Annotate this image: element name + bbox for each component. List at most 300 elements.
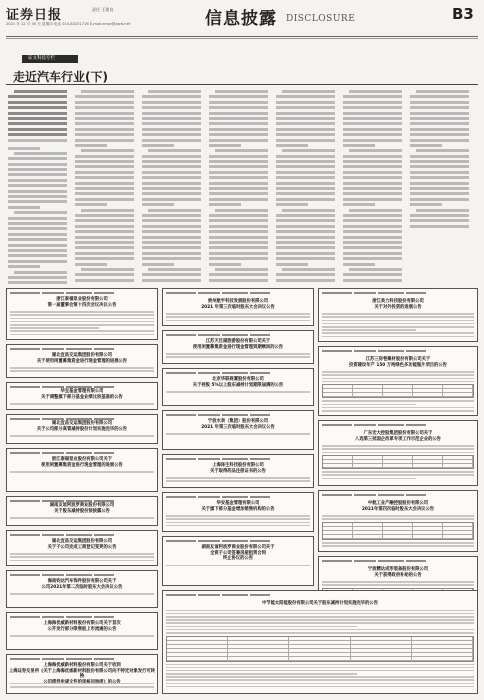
article-text-line (148, 149, 201, 152)
article-text-line (343, 139, 402, 142)
notice-code-line (322, 494, 474, 498)
notice-text-line (322, 320, 474, 322)
article-text-line (209, 252, 268, 255)
article-text-line (142, 171, 201, 174)
article-text-line (349, 149, 402, 152)
notice-body (166, 353, 310, 360)
article-text-line (8, 281, 67, 284)
article-text-line (8, 157, 67, 160)
article-text-line (75, 230, 134, 233)
notice-code-line (10, 616, 154, 620)
article-text-line (343, 112, 402, 115)
article-text-line (8, 195, 67, 198)
article-text-line (75, 246, 134, 249)
article-text-line (148, 90, 201, 93)
article-text-line (8, 265, 40, 268)
article-text-line (349, 90, 402, 93)
article-text-line (410, 139, 469, 142)
article-text-line (410, 198, 469, 201)
article-text-line (75, 214, 134, 217)
article-text-line (142, 198, 201, 201)
article-text-line (75, 203, 107, 206)
notice-body (10, 403, 154, 406)
notice-code-line (322, 424, 474, 428)
notice-title: 湖南友谊阿波罗商业股份有限公司关于 全资子公司签署房屋租赁合同 终止协议的公告 (201, 545, 275, 562)
article-text-line (142, 252, 201, 255)
notice-title: 中航工业产融控股股份有限公司 2021年第四次临时股东大会决议公告 (361, 501, 435, 512)
notice-text-line (322, 332, 474, 334)
article-text-line (276, 95, 335, 98)
notice-area (6, 288, 478, 694)
notice-title: 宁波水表（集团）股份有限公司 2021 年第三次临时股东大会决议公告 (201, 419, 275, 430)
article-text-line (276, 122, 335, 125)
article-text-line (209, 263, 241, 266)
notice-text-line (166, 353, 310, 355)
article-text-line (8, 112, 67, 115)
article-text-line (410, 155, 469, 158)
notice-body (322, 313, 474, 338)
article-text-line (142, 101, 201, 104)
article-text-line (8, 163, 67, 166)
article-text-line (410, 95, 469, 98)
masthead (0, 0, 484, 40)
article-text-line (75, 101, 134, 104)
article-text-line (343, 225, 402, 228)
article-text-line (142, 176, 201, 179)
article-text-line (343, 122, 402, 125)
article-text-line (209, 225, 268, 228)
notice-text-line (166, 480, 310, 482)
article-text-line (75, 192, 134, 195)
article-text-line (14, 211, 67, 214)
notice-text-line (322, 323, 474, 325)
notice-table (322, 384, 474, 398)
article-text-line (209, 128, 268, 131)
article-text-line (410, 144, 442, 147)
notice-box (6, 654, 158, 694)
notice-title: 浙江泰福泵业股份有限公司 第一届董事会第十四次会议决议公告 (47, 297, 117, 308)
article-text-line (75, 95, 134, 98)
article-text-line (14, 271, 67, 274)
article-column (410, 90, 469, 282)
article-text-line (276, 155, 335, 158)
notice-table (322, 455, 474, 469)
notice-title: 华安基金管理有限公司 关于旗下部分基金增加销售机构的公告 (201, 501, 275, 512)
article-text-line (209, 155, 268, 158)
section-title: 信息披露 (205, 9, 277, 29)
article-text-line (276, 192, 335, 195)
notice-code-line (10, 452, 154, 456)
notice-text-line (322, 316, 474, 318)
notice-text-line (166, 522, 310, 524)
notice-title: 上海海优威新材料股份有限公司关于收到 上海证券交易所《关于上海海优威新材料股份有限公司向不特定对象发行可转换 (8, 663, 156, 680)
notice-text-line (10, 367, 154, 369)
article-text-line (75, 273, 134, 276)
notice-text-line (166, 518, 310, 520)
notice-text-line (10, 635, 154, 637)
notice-title: 海南钧达汽车饰件股份有限公司关于 公司2021年第二次临时股东大会决议公告 (41, 579, 123, 590)
article-text-line (209, 187, 268, 190)
article-text-line (142, 106, 201, 109)
notice-code-line (322, 292, 474, 296)
notice-text-line (166, 565, 310, 567)
notice-table (166, 636, 474, 662)
notice-text-line (10, 314, 154, 316)
notice-code-line (322, 350, 474, 354)
article-text-line (209, 273, 268, 276)
article-text-line (410, 192, 469, 195)
article-text-line (209, 214, 268, 217)
article-text-line (142, 165, 201, 168)
notice-title: 湖北宜昌交运集团股份有限公司 关于子公司完成工商登记变更的公告 (47, 539, 117, 550)
headline-rule (6, 84, 478, 85)
article-text-line (416, 149, 469, 152)
notice-text-line (322, 326, 474, 328)
article-text-line (75, 198, 134, 201)
issue-line: 2021 年 12 月 30 日 星期四 电话 010-83251716 E-mail:zmzx@zqrb.net (6, 22, 131, 26)
article-text-line (276, 252, 335, 255)
notice-code-line (10, 348, 154, 352)
notice-code-line (166, 372, 310, 376)
notice-box (318, 420, 478, 486)
article-text-line (209, 246, 268, 249)
notice-title: 浙江泰福泵业股份有限公司关于 使用闲置募集资金进行现金管理的进展公告 (41, 457, 123, 468)
article-headline: 走近汽车行业(下) (13, 70, 108, 84)
notice-text-line (10, 553, 154, 555)
notice-text-line (10, 334, 154, 336)
notice-body (10, 593, 154, 604)
article-text-line (209, 95, 268, 98)
article-text-line (8, 276, 67, 279)
article-text-line (142, 144, 174, 147)
notice-text-line (322, 448, 474, 450)
notice-text-line (10, 311, 154, 313)
article-text-line (343, 144, 375, 147)
notice-body (166, 313, 310, 322)
notice-text-line (166, 667, 474, 669)
article-text-line (75, 133, 134, 136)
notice-title: 上海泽生科技股份有限公司 关于取得药品注册证书的公告 (210, 463, 266, 474)
article-text-line (8, 101, 67, 104)
article-text-line (282, 149, 335, 152)
notice-code-line (166, 334, 310, 338)
article-text-line (276, 101, 335, 104)
article-text-line (276, 187, 335, 190)
article-text-line (142, 139, 201, 142)
notice-text-line (166, 313, 310, 315)
notice-text-line (166, 610, 474, 612)
notice-text-line (10, 324, 154, 326)
article-text-line (276, 171, 335, 174)
notice-body (10, 435, 154, 440)
article-text-line (8, 244, 67, 247)
editor-info: 责任 王建良 (92, 7, 114, 12)
article-text-line (142, 192, 201, 195)
article-text-line (282, 209, 335, 212)
notice-text-line (322, 452, 474, 454)
article-text-line (209, 236, 268, 239)
article-text-line (148, 268, 201, 271)
article-text-line (349, 209, 402, 212)
notice-text-line (322, 581, 474, 583)
article-text-line (75, 144, 107, 147)
newspaper-logo: 证券日报 (6, 8, 63, 23)
notice-code-line (10, 292, 154, 296)
notice-text-line (10, 593, 154, 595)
notice-text-line (10, 330, 154, 332)
article-text-line (343, 198, 402, 201)
notice-code-line (166, 414, 310, 418)
notice-text-line (166, 433, 310, 435)
notice-text-line (322, 518, 474, 520)
article-text-line (142, 203, 174, 206)
notice-box (162, 410, 314, 450)
notice-box (162, 536, 314, 586)
notice-body (10, 517, 154, 522)
article-text-line (276, 257, 335, 260)
article-text-line (209, 160, 268, 163)
section-title-english: DISCLOSURE (286, 14, 356, 24)
article-text-line (75, 182, 134, 185)
notice-title: 湖北宜昌交运集团股份有限公司 关于使用闲置募集资金进行现金管理的进展公告 (36, 353, 128, 364)
article-text-line (282, 268, 335, 271)
article-text-line (142, 128, 201, 131)
article-text-line (209, 257, 268, 260)
article-text-line (209, 182, 268, 185)
article-text-line (282, 90, 335, 93)
article-text-line (142, 95, 201, 98)
notice-text-line (322, 329, 416, 331)
article-text-line (410, 182, 469, 185)
article-text-line (75, 112, 134, 115)
article-text-line (209, 139, 268, 142)
notice-text-line (322, 378, 474, 380)
article-text-line (209, 230, 268, 233)
article-text-line (142, 117, 201, 120)
article-text-line (209, 241, 268, 244)
article-text-line (75, 117, 134, 120)
notice-text-line (166, 619, 474, 621)
article-text-line (142, 241, 201, 244)
article-text-line (209, 133, 268, 136)
article-text-line (8, 206, 40, 209)
article-text-line (75, 257, 134, 260)
article-text-line (410, 128, 469, 131)
notice-text-line (322, 313, 474, 315)
article-text-line (14, 152, 67, 155)
article-text-line (8, 173, 67, 176)
article-column (142, 90, 201, 282)
notice-box (318, 490, 478, 552)
article-text-line (410, 117, 469, 120)
article-text-line (8, 217, 67, 220)
article-text-line (209, 112, 268, 115)
article-text-line (8, 139, 67, 142)
article-text-line (142, 122, 201, 125)
notice-text-line (322, 371, 474, 373)
notice-text-line (322, 471, 474, 473)
article-text-line (209, 117, 268, 120)
notice-text-line (166, 670, 474, 672)
article-text-line (8, 106, 67, 109)
article-text-line (75, 236, 134, 239)
article-text-line (75, 241, 134, 244)
article-text-line (343, 160, 402, 163)
notice-title: 广东宏大控股集团股份有限公司关于 入选第三批国企改革专项工作示范企业的公告 (355, 431, 441, 442)
notice-box (6, 448, 158, 492)
article-text-line (276, 225, 335, 228)
article-text-line (81, 209, 134, 212)
notice-box (6, 414, 158, 444)
notice-text-line (166, 673, 357, 675)
notice-text-line (166, 477, 310, 479)
article-text-line (343, 263, 375, 266)
article-text-line (410, 112, 469, 115)
article-text-line (209, 198, 268, 201)
notice-title: 湖北宜昌交运集团股份有限公司 关于公司部分高管减持股份计划实施完毕的公告 (36, 421, 128, 432)
notice-text-line (166, 525, 310, 527)
notice-body (166, 515, 310, 528)
notice-text-line (10, 556, 154, 558)
notice-title: 中节能太阳能股份有限公司关于股东减持计划实施完毕的公告 (261, 601, 378, 606)
notice-title: 上海海优威新材料股份有限公司关于首次 公开发行部分限售股上市流通的公告 (43, 621, 121, 632)
notice-body (322, 515, 474, 548)
article-text-line (75, 160, 134, 163)
notice-text-line (166, 676, 474, 678)
article-text-line (410, 203, 442, 206)
notice-text-line (166, 622, 474, 624)
article-text-line (276, 236, 335, 239)
notice-table (322, 522, 474, 540)
notice-text-line (166, 626, 357, 628)
article-text-line (142, 273, 201, 276)
article-column (8, 90, 67, 282)
article-text-line (8, 233, 67, 236)
notice-body (10, 635, 154, 646)
article-text-line (410, 171, 469, 174)
article-text-line (276, 246, 335, 249)
notice-box (318, 288, 478, 342)
article-text-line (142, 263, 174, 266)
article-text-line (410, 133, 469, 136)
notice-box (162, 368, 314, 406)
article-text-line (410, 187, 469, 190)
article-text-line (276, 165, 335, 168)
notice-text-line (10, 327, 99, 329)
notice-text-line (166, 316, 310, 318)
notice-text-line (322, 400, 474, 402)
article-text-line (276, 128, 335, 131)
notice-code-line (10, 658, 154, 662)
article-text-line (75, 128, 134, 131)
article-text-line (142, 182, 201, 185)
article-text-line (276, 241, 335, 244)
article-text-line (75, 252, 134, 255)
article-text-line (276, 112, 335, 115)
notice-box (6, 288, 158, 340)
notice-body (10, 683, 154, 690)
article-text-line (142, 279, 201, 282)
article-text-line (75, 165, 134, 168)
notice-text-line (166, 391, 310, 393)
notice-text-line (322, 374, 474, 376)
article-text-line (343, 155, 402, 158)
notice-code-line (322, 560, 474, 564)
notice-text-line (322, 545, 474, 547)
article-text-line (410, 122, 469, 125)
notice-box (162, 492, 314, 532)
article-text-line (75, 279, 134, 282)
notice-title: 宁波精达成形装备股份有限公司 关于获得政府补助的公告 (367, 567, 429, 578)
article-text-line (343, 101, 402, 104)
article-text-line (276, 273, 335, 276)
article-text-line (276, 133, 335, 136)
article-text-line (81, 149, 134, 152)
notice-text-line (322, 478, 416, 480)
article-text-line (75, 219, 134, 222)
article-text-line (343, 106, 402, 109)
article-text-line (276, 106, 335, 109)
notice-box (162, 330, 314, 364)
notice-body (166, 610, 474, 690)
notice-body (166, 477, 310, 484)
article-text-line (215, 90, 268, 93)
article-text-line (343, 257, 402, 260)
article-text-line (142, 160, 201, 163)
article-text-line (8, 128, 67, 131)
article-text-line (142, 236, 201, 239)
article-text-line (142, 112, 201, 115)
article-text-line (410, 214, 469, 217)
notice-title: 浙江美力科技股份有限公司 关于对外投资的进展公告 (372, 299, 424, 310)
article-column (343, 90, 402, 282)
notice-code-line (166, 458, 310, 462)
notice-text-line (166, 664, 474, 666)
notice-box (162, 590, 478, 694)
notice-text-line (166, 629, 474, 631)
article-text-line (75, 225, 134, 228)
notice-body (322, 445, 474, 482)
article-text-line (343, 182, 402, 185)
notice-title: 贵州航宇科技发展股份有限公司 2021 年第三次临时股东大会决议公告 (201, 299, 275, 310)
article-text-line (343, 171, 402, 174)
article-text-line (276, 219, 335, 222)
article-body (8, 90, 476, 282)
notice-box (6, 382, 158, 410)
article-text-line (343, 192, 402, 195)
notice-text-line (322, 407, 474, 409)
notice-text-line (10, 683, 154, 685)
notice-text-line (166, 515, 310, 517)
article-text-line (276, 198, 335, 201)
article-text-line (81, 90, 134, 93)
article-text-line (276, 139, 335, 142)
article-text-line (215, 209, 268, 212)
article-text-line (75, 263, 107, 266)
notice-code-line (166, 292, 310, 296)
article-text-line (343, 273, 402, 276)
article-text-line (75, 139, 134, 142)
article-text-line (276, 117, 335, 120)
article-text-line (343, 252, 402, 255)
article-text-line (410, 225, 469, 228)
article-text-line (215, 268, 268, 271)
article-text-line (276, 176, 335, 179)
notice-text-line (166, 613, 474, 615)
notice-box (6, 496, 158, 526)
notice-text-line (10, 686, 154, 688)
article-text-line (8, 184, 67, 187)
